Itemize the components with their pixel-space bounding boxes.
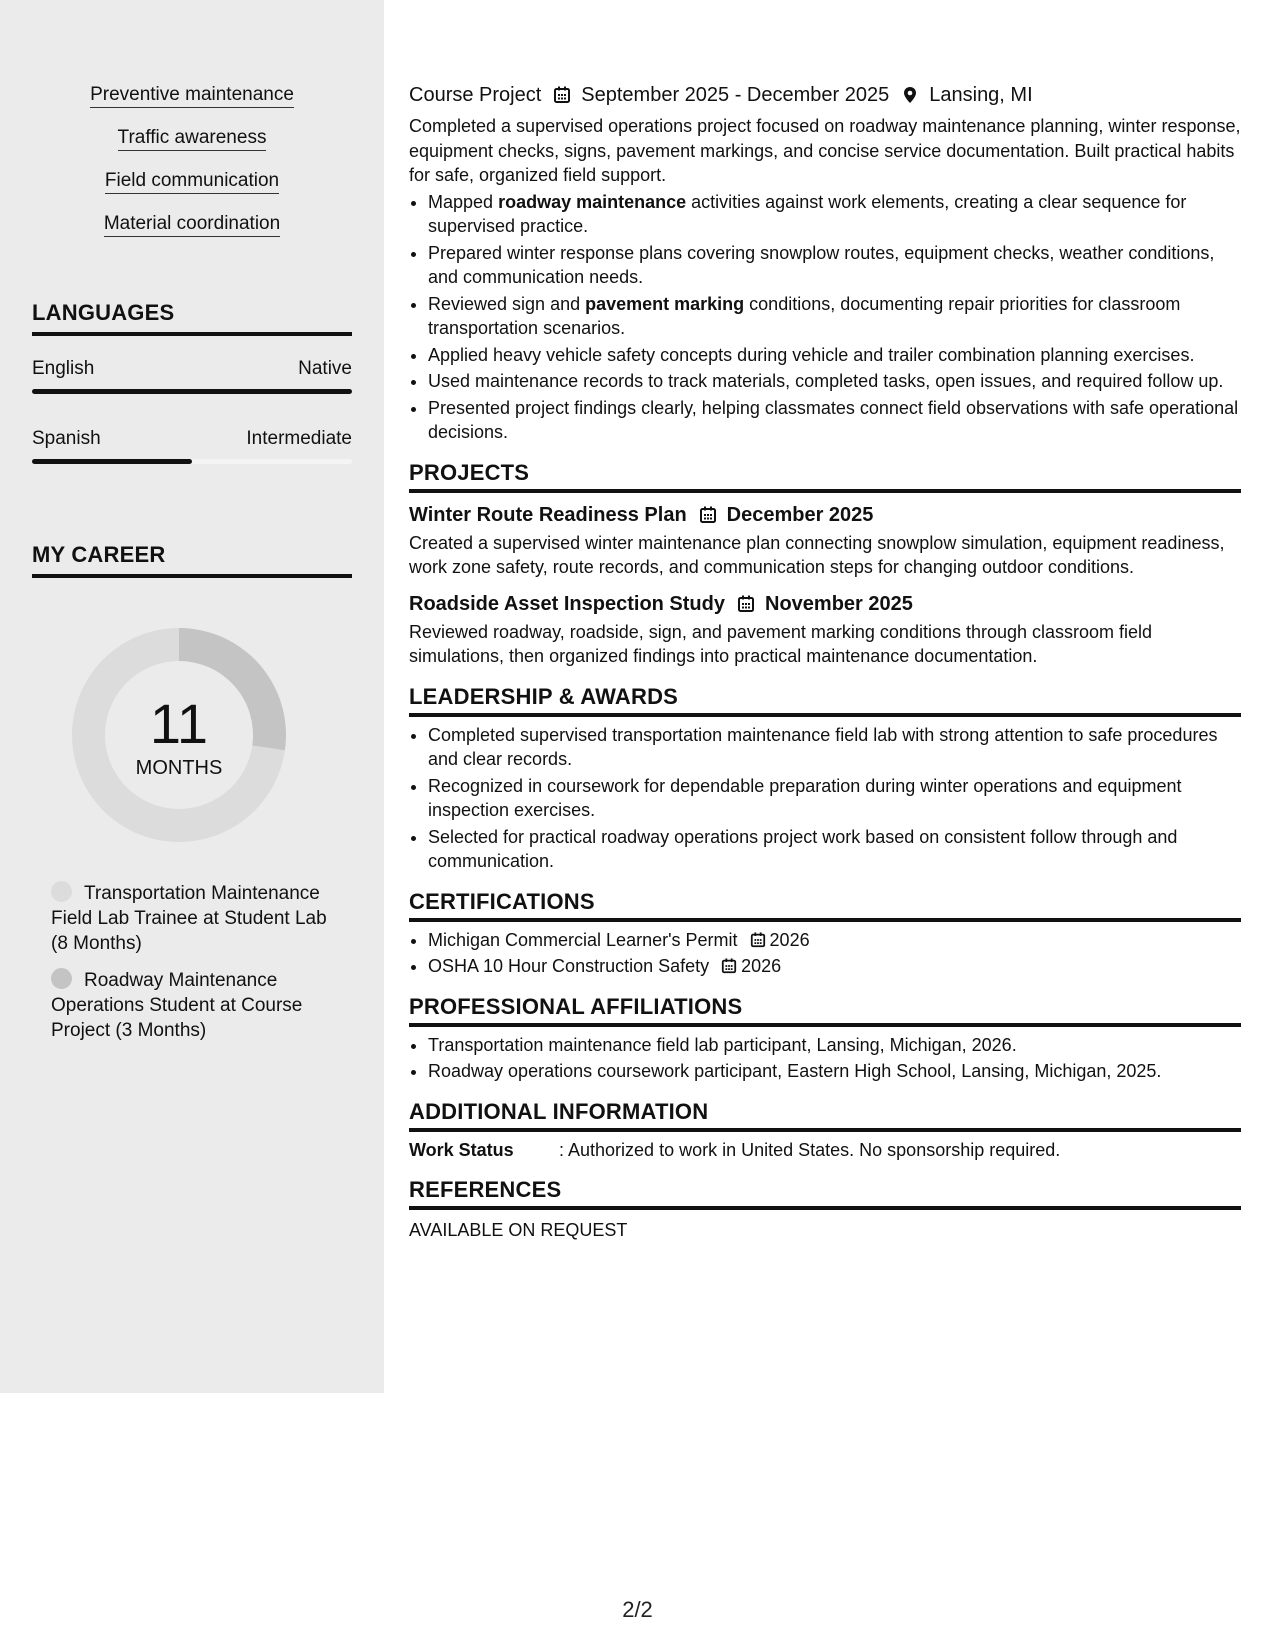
career-heading: MY CAREER: [32, 542, 352, 578]
calendar-icon: [721, 958, 737, 974]
main-content: [409, 80, 1241, 1242]
leadership-item: • Recognized in coursework for dependable preparation during winter operations and equipment inspection exercises.: [428, 774, 1241, 823]
bullet-text: Used maintenance records to track materials, completed tasks, open issues, and required follow up.: [428, 371, 1224, 391]
language-level: Intermediate: [246, 428, 352, 449]
leadership-heading: LEADERSHIP & AWARDS: [409, 683, 1241, 717]
certification-item: [428, 954, 1241, 979]
sidebar: [0, 0, 384, 1393]
certification-item: [428, 928, 1241, 953]
career-total: 11: [149, 692, 209, 755]
languages-heading: LANGUAGES: [32, 300, 352, 336]
language-name: English: [32, 358, 95, 379]
experience-location: Lansing, MI: [929, 84, 1033, 106]
experience-bullet: [428, 241, 1241, 290]
bullet-keyword: roadway maintenance: [498, 191, 687, 212]
experience-summary: Completed a supervised operations project focused on roadway maintenance planning, winter response, equipment checks, signs, pavement markings, and concise service documentation. Built practical habits for safe, organized field support.: [409, 116, 1241, 185]
language-bar-fill: [32, 459, 192, 464]
language-bar-fill: [32, 389, 352, 394]
leadership-item: • Completed supervised transportation maintenance field lab with strong attention to safe procedures and clear records.: [428, 723, 1241, 772]
certification-year: 2026: [741, 956, 782, 976]
certification-name: • Michigan Commercial Learner's Permit: [428, 929, 738, 950]
experience-dates: September 2025 - December 2025: [581, 84, 890, 106]
bullet-text: Mapped: [428, 191, 499, 212]
career-item: [51, 881, 341, 956]
experience-org: Course Project: [409, 84, 542, 106]
certifications-list: [409, 928, 1241, 979]
skills-list: [32, 84, 352, 256]
affiliations-heading: PROFESSIONAL AFFILIATIONS: [409, 993, 1241, 1027]
bullet-text: Presented project findings clearly, helping classmates connect field observations with safe operational decisions.: [428, 397, 1239, 442]
language-name: Spanish: [32, 428, 101, 449]
project-title-row: [409, 501, 1241, 529]
experience-bullet: [428, 369, 1241, 394]
language-bar: [32, 459, 352, 464]
language-row-english: [32, 358, 352, 398]
bullet-text: activities against work elements, creating a clear sequence for supervised practice.: [428, 191, 1187, 236]
career-legend-dot: [51, 968, 72, 989]
certification-year: 2026: [769, 929, 810, 950]
bullet-text: conditions, documenting repair priorities for classroom transportation scenarios.: [428, 293, 1181, 338]
additional-info-heading: ADDITIONAL INFORMATION: [409, 1098, 1241, 1132]
certifications-heading: CERTIFICATIONS: [409, 888, 1241, 922]
language-row-spanish: [32, 428, 352, 468]
experience-bullet: [428, 292, 1241, 341]
language-level: Native: [298, 358, 352, 379]
bullet-text: Prepared winter response plans covering snowplow routes, equipment checks, weather conditions, and communication needs.: [428, 242, 1215, 287]
affiliations-list: [409, 1033, 1241, 1084]
affiliation-item: • Transportation maintenance field lab participant, Lansing, Michigan, 2026.: [428, 1033, 1241, 1058]
project-description: Created a supervised winter maintenance plan connecting snowplow simulation, equipment readiness, work zone safety, route records, and communication steps for changing outdoor conditions.: [409, 532, 1225, 577]
bullet-keyword: pavement marking: [585, 293, 745, 314]
experience-bullet: [428, 190, 1241, 239]
experience-bullet: [428, 343, 1241, 368]
career-legend-dot: [51, 881, 72, 902]
work-status-row: [409, 1138, 1241, 1162]
references-text: AVAILABLE ON REQUEST: [409, 1219, 628, 1240]
career-unit: MONTHS: [135, 757, 223, 779]
career-item-text: Transportation Maintenance Field Lab Trainee at Student Lab (8 Months): [51, 883, 327, 954]
career-item-text: Roadway Maintenance Operations Student at Course Project (3 Months): [51, 970, 303, 1041]
work-status-value: : Authorized to work in United States. No sponsorship required.: [559, 1139, 1061, 1160]
affiliation-item: • Roadway operations coursework participant, Eastern High School, Lansing, Michigan, 2025.: [428, 1059, 1241, 1084]
calendar-icon: [553, 86, 571, 104]
skill-item: Traffic awareness: [118, 127, 267, 151]
bullet-text: Applied heavy vehicle safety concepts during vehicle and trailer combination planning exercises.: [428, 344, 1195, 365]
experience-header: [409, 80, 1241, 110]
project-date: November 2025: [765, 592, 913, 615]
references-heading: REFERENCES: [409, 1176, 1241, 1210]
page-number: 2/2: [622, 1597, 653, 1622]
leadership-item: • Selected for practical roadway operations project work based on consistent follow through and communication.: [428, 825, 1241, 874]
project-date: December 2025: [726, 503, 874, 526]
certification-name: • OSHA 10 Hour Construction Safety: [428, 956, 710, 976]
calendar-icon: [699, 506, 717, 524]
language-bar: [32, 389, 352, 394]
leadership-list: [409, 723, 1241, 874]
location-pin-icon: [901, 86, 919, 104]
project-title-row: [409, 590, 1241, 618]
project-title: Roadside Asset Inspection Study: [409, 592, 725, 615]
project-description: Reviewed roadway, roadside, sign, and pavement marking conditions through classroom field simulations, then organized findings into practical maintenance documentation.: [409, 621, 1153, 666]
experience-bullets: [409, 190, 1241, 445]
bullet-text: Reviewed sign and: [428, 293, 586, 314]
calendar-icon: [737, 595, 755, 613]
experience-bullet: [428, 396, 1241, 445]
career-item: [51, 968, 341, 1043]
skill-item: Preventive maintenance: [90, 84, 294, 108]
skill-item: Material coordination: [104, 213, 280, 237]
projects-heading: PROJECTS: [409, 459, 1241, 493]
calendar-icon: [750, 932, 766, 948]
career-donut: [64, 620, 294, 850]
project-title: Winter Route Readiness Plan: [409, 503, 687, 526]
skill-item: Field communication: [105, 170, 279, 194]
work-status-label: Work Status: [409, 1139, 514, 1160]
